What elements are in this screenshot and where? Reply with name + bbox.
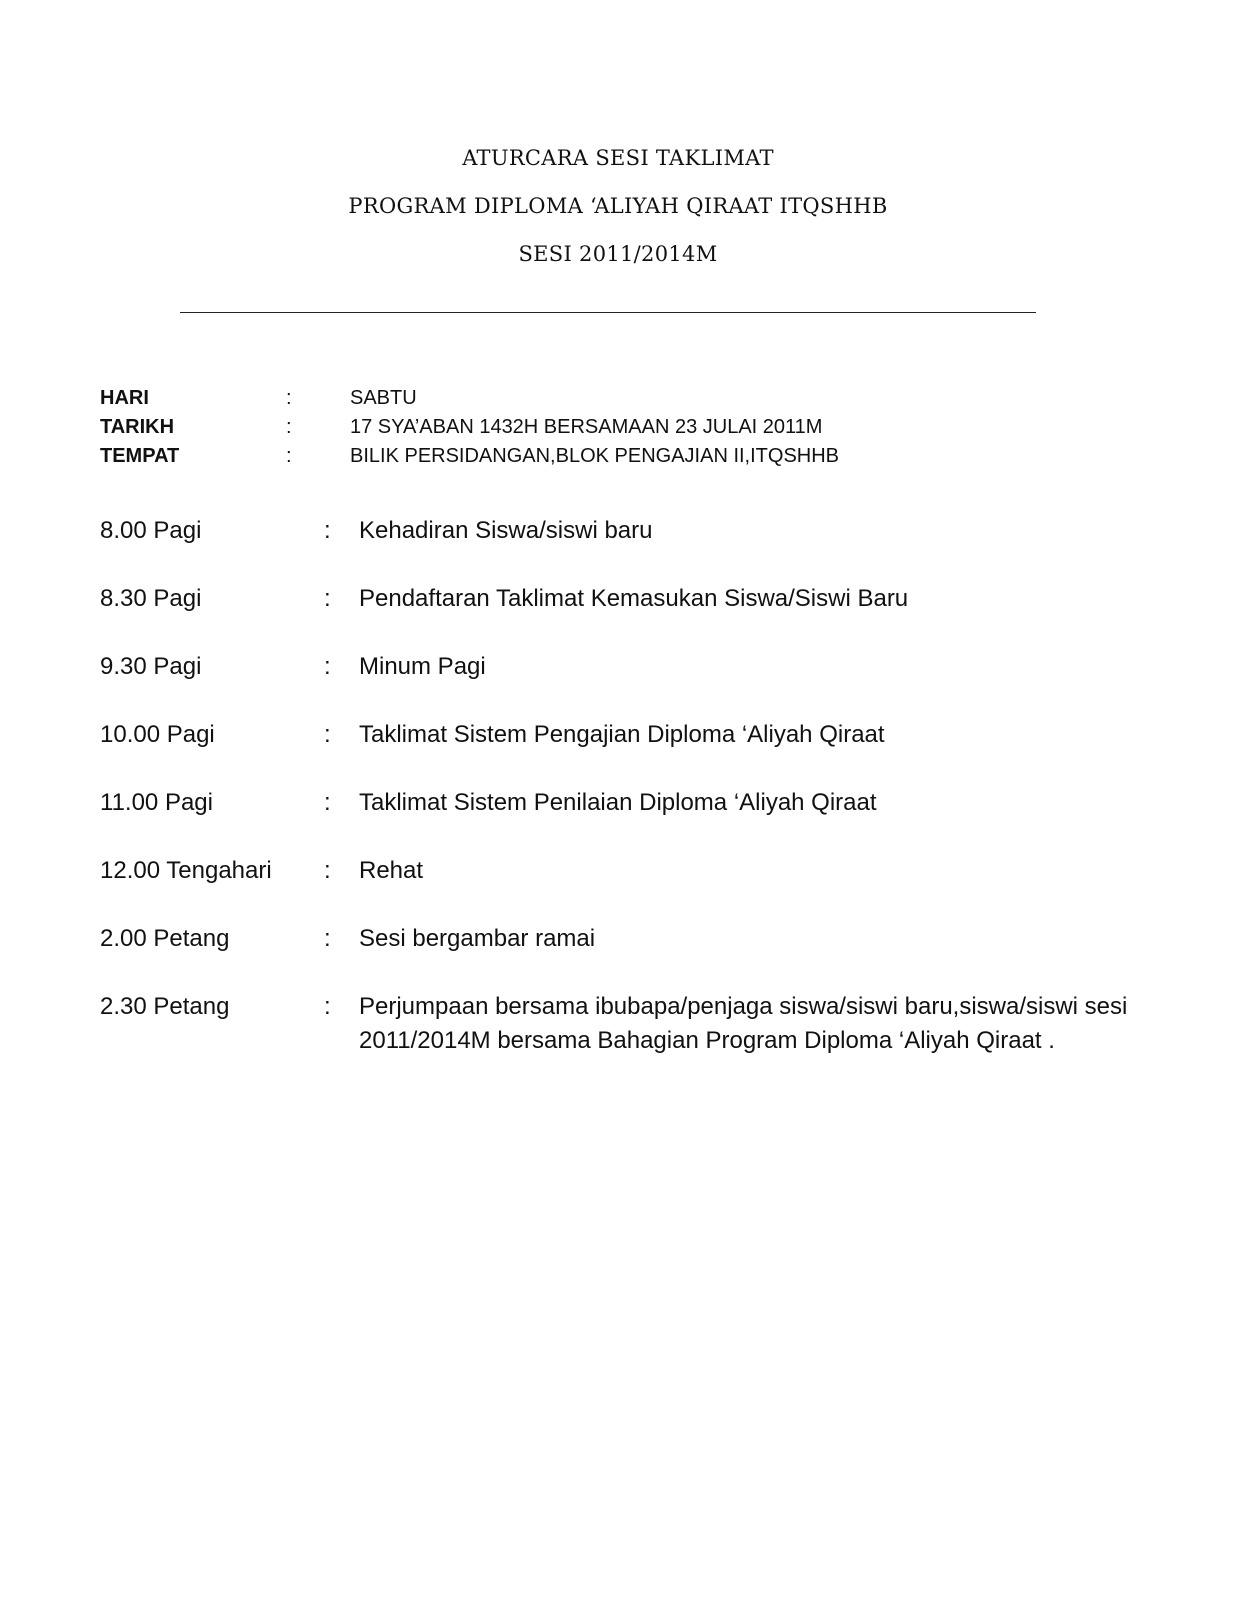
schedule-description: Pendaftaran Taklimat Kemasukan Siswa/Siswi Baru xyxy=(359,585,909,612)
schedule-time: 10.00 Pagi xyxy=(100,721,215,748)
info-row-date xyxy=(100,413,1100,442)
info-value: 17 SYA’ABAN 1432H BERSAMAAN 23 JULAI 2011M xyxy=(350,416,823,438)
divider-line xyxy=(180,312,1036,313)
schedule-description: Kehadiran Siswa/siswi baru xyxy=(359,517,653,544)
info-colon: : xyxy=(286,445,292,467)
schedule-row xyxy=(100,514,1140,582)
schedule-list xyxy=(100,514,1140,1058)
schedule-time: 11.00 Pagi xyxy=(100,789,213,816)
title-line-1: ATURCARA SESI TAKLIMAT xyxy=(462,146,774,170)
title-line-2: PROGRAM DIPLOMA ‘ALIYAH QIRAAT ITQSHHB xyxy=(348,194,888,218)
schedule-row xyxy=(100,786,1140,854)
schedule-description: Perjumpaan bersama ibubapa/penjaga siswa/siswi baru,siswa/siswi sesi 2011/2014M bersama Bahagian Program Diploma ‘Aliyah Qiraat . xyxy=(359,993,1128,1054)
schedule-time: 2.30 Petang xyxy=(100,993,230,1020)
schedule-colon: : xyxy=(324,857,331,884)
schedule-time: 2.00 Petang xyxy=(100,925,230,952)
event-info xyxy=(100,384,1100,471)
schedule-colon: : xyxy=(324,653,331,680)
schedule-time: 8.00 Pagi xyxy=(100,517,202,544)
info-label: HARI xyxy=(100,387,149,409)
schedule-row xyxy=(100,990,1140,1058)
schedule-colon: : xyxy=(324,993,331,1020)
schedule-description: Sesi bergambar ramai xyxy=(359,925,596,952)
info-value: SABTU xyxy=(350,387,417,409)
schedule-row xyxy=(100,922,1140,990)
schedule-description: Taklimat Sistem Penilaian Diploma ‘Aliyah Qiraat xyxy=(359,789,877,816)
schedule-time: 9.30 Pagi xyxy=(100,653,202,680)
schedule-colon: : xyxy=(324,517,331,544)
document-title-block xyxy=(0,140,1236,284)
info-value: BILIK PERSIDANGAN,BLOK PENGAJIAN II,ITQSHHB xyxy=(350,445,840,467)
schedule-row xyxy=(100,718,1140,786)
info-label: TARIKH xyxy=(100,416,175,438)
schedule-colon: : xyxy=(324,789,331,816)
info-colon: : xyxy=(286,416,292,438)
info-label: TEMPAT xyxy=(100,445,180,467)
title-line-3: SESI 2011/2014M xyxy=(518,242,718,266)
schedule-row xyxy=(100,854,1140,922)
schedule-description: Minum Pagi xyxy=(359,653,486,680)
schedule-time: 12.00 Tengahari xyxy=(100,857,272,884)
schedule-colon: : xyxy=(324,585,331,612)
schedule-description: Taklimat Sistem Pengajian Diploma ‘Aliyah Qiraat xyxy=(359,721,885,748)
info-row-day xyxy=(100,384,1100,413)
schedule-colon: : xyxy=(324,721,331,748)
schedule-row xyxy=(100,650,1140,718)
schedule-description: Rehat xyxy=(359,857,424,884)
schedule-row xyxy=(100,582,1140,650)
info-row-venue xyxy=(100,442,1100,471)
schedule-time: 8.30 Pagi xyxy=(100,585,202,612)
info-colon: : xyxy=(286,387,292,409)
schedule-colon: : xyxy=(324,925,331,952)
